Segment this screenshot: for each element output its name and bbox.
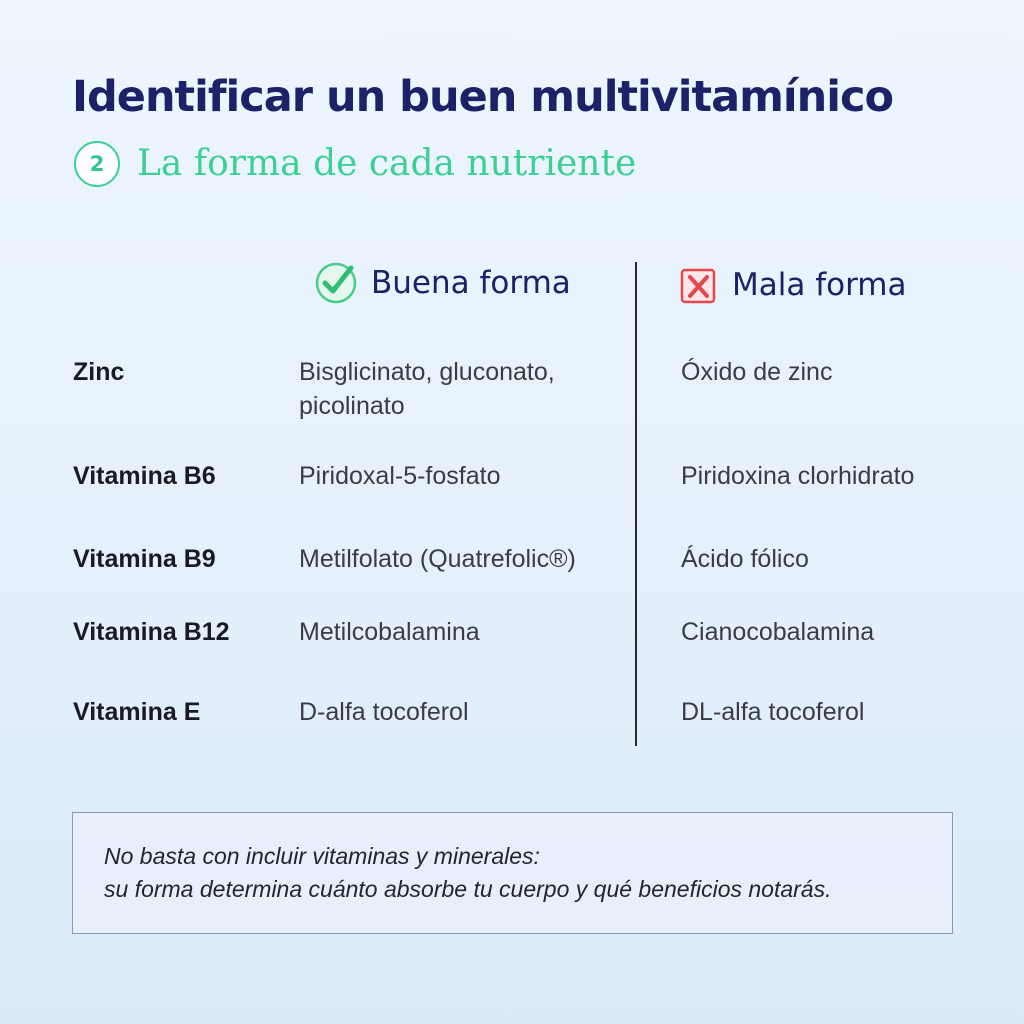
page-subtitle: La forma de cada nutriente — [137, 143, 637, 184]
good-form-value: Metilcobalamina — [299, 618, 480, 646]
good-form-value: Bisglicinato, gluconato, picolinato — [299, 358, 555, 420]
nutrient-name: Vitamina B6 — [73, 462, 216, 490]
column-header-good — [315, 262, 571, 304]
column-label-good: Buena forma — [371, 265, 571, 301]
note-line-1: No basta con incluir vitaminas y minerales: — [104, 843, 540, 869]
bad-form-value: Piridoxina clorhidrato — [681, 462, 915, 490]
bad-form-value: Cianocobalamina — [681, 618, 875, 646]
column-divider — [635, 262, 637, 746]
column-label-bad: Mala forma — [732, 267, 907, 303]
note-box — [72, 812, 953, 934]
bad-form-value: Ácido fólico — [681, 545, 809, 573]
check-icon — [315, 262, 357, 304]
cross-icon — [680, 266, 718, 304]
column-header-bad — [680, 266, 906, 304]
page-title: Identificar un buen multivitamínico — [72, 72, 894, 122]
good-form-value: Metilfolato (Quatrefolic®) — [299, 545, 576, 573]
nutrient-name: Vitamina B9 — [73, 545, 216, 573]
nutrient-name: Vitamina E — [73, 698, 201, 726]
bad-form-value: DL-alfa tocoferol — [681, 698, 865, 726]
nutrient-name: Zinc — [73, 358, 125, 386]
good-form-value: D-alfa tocoferol — [299, 698, 469, 726]
note-line-2: su forma determina cuánto absorbe tu cuerpo y qué beneficios notarás. — [104, 876, 832, 902]
step-number-badge: 2 — [74, 141, 120, 187]
good-form-value: Piridoxal-5-fosfato — [299, 462, 501, 490]
nutrient-name: Vitamina B12 — [73, 618, 230, 646]
bad-form-value: Óxido de zinc — [681, 358, 833, 386]
